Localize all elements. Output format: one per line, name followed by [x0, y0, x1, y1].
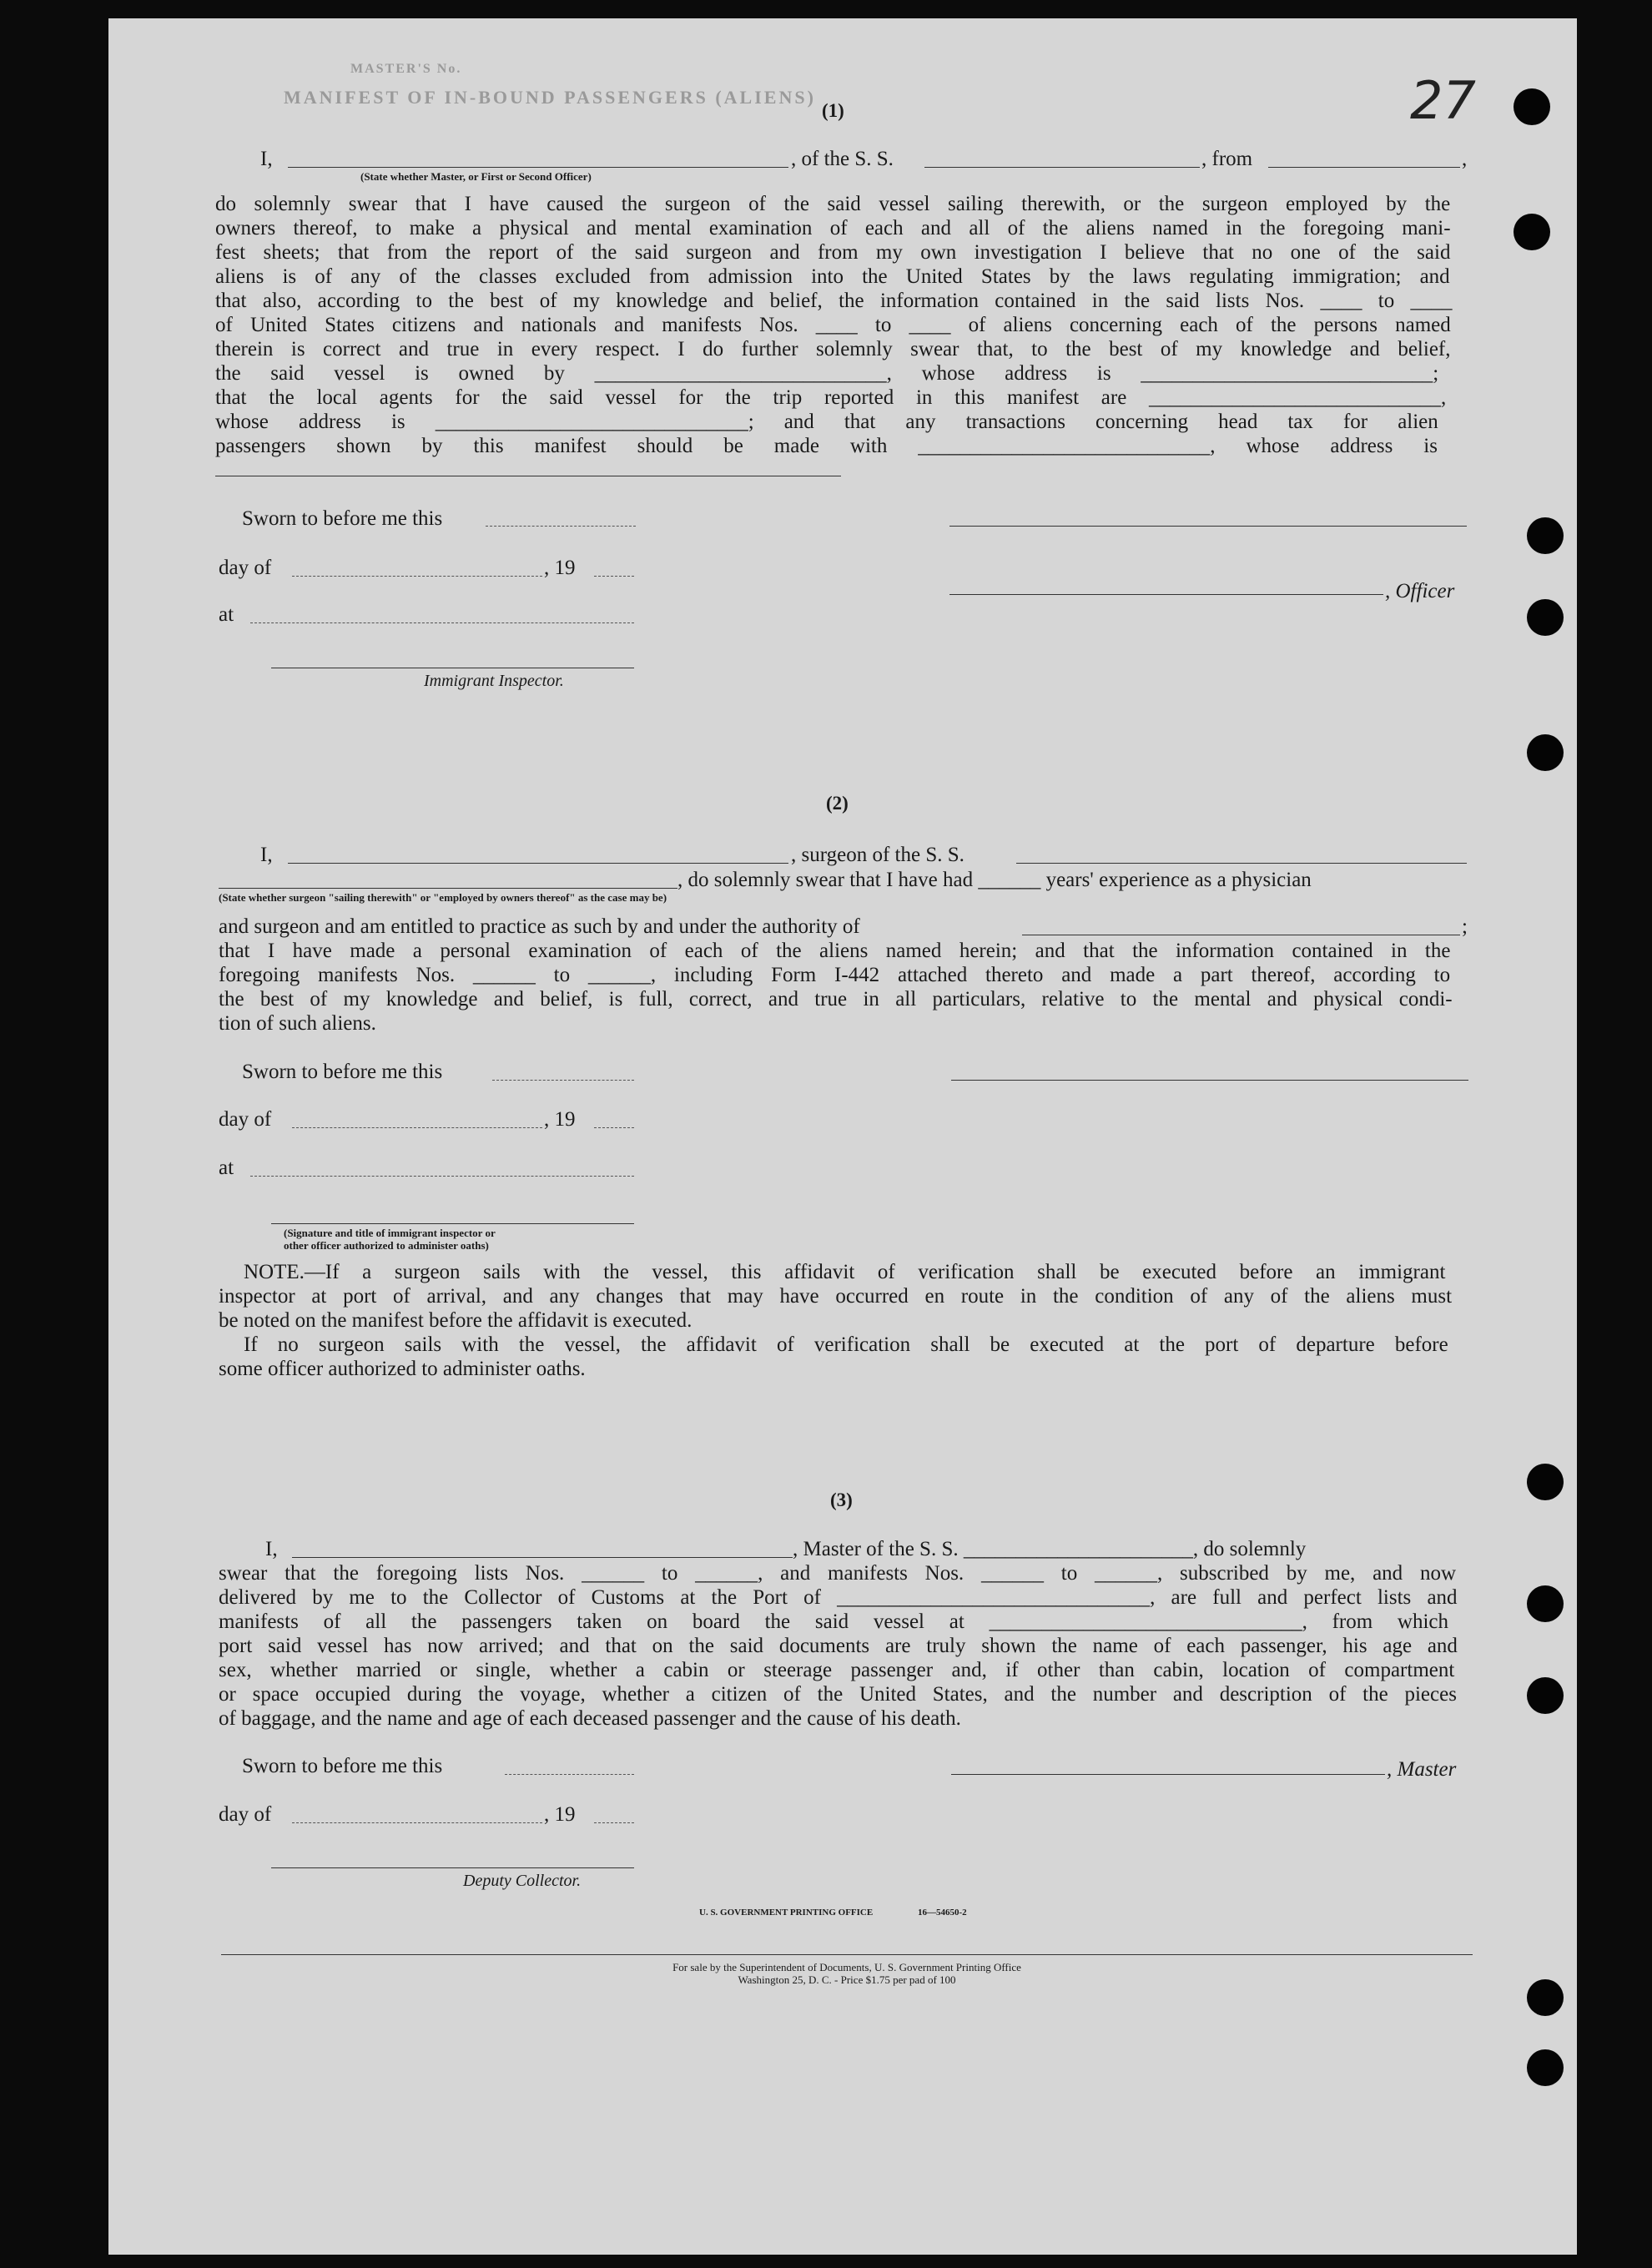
binder-hole	[1527, 2049, 1564, 2086]
s1-at-field[interactable]	[250, 622, 634, 623]
sale-line-1: For sale by the Superintendent of Documents, U. S. Government Printing Office	[672, 1961, 1021, 1973]
s2-para-line-1: and surgeon and am entitled to practice as such by and under the authority of	[219, 915, 860, 938]
s2-at-label: at	[219, 1157, 234, 1179]
sale-line-2: Washington 25, D. C. - Price $1.75 per pad of 100	[738, 1973, 956, 1986]
binder-hole	[1527, 517, 1564, 554]
s2-para-line-3: foregoing manifests Nos. ______ to ______, including Form I-442 attached thereto and made a part thereof, according to	[219, 964, 1451, 986]
s1-ss-label: , of the S. S.	[791, 148, 894, 170]
footer-rule	[221, 1954, 1473, 1955]
s1-from-field[interactable]	[1268, 167, 1460, 168]
s3-para-line-5: sex, whether married or single, whether a cabin or steerage passenger and, if other than cabin, location of compartment	[219, 1659, 1455, 1681]
s2-note-line-2: inspector at port of arrival, and any changes that may have occurred en route in the condition of any of the aliens must	[219, 1285, 1453, 1308]
s1-sworn-field[interactable]	[486, 526, 636, 527]
binder-hole	[1527, 1677, 1564, 1714]
s3-para-line-1: swear that the foregoing lists Nos. ______ to ______, and manifests Nos. ______ to ______, subscribed by me, and now	[219, 1562, 1457, 1585]
s1-name-field[interactable]	[288, 167, 788, 168]
s2-sig-note-1: (Signature and title of immigrant inspector or	[284, 1227, 496, 1239]
s2-line-2: , do solemnly swear that I have had ______ years' experience as a physician	[677, 869, 1312, 891]
s3-sworn-label: Sworn to before me this	[242, 1755, 443, 1777]
s2-surgeon-note: (State whether surgeon "sailing therewith" or "employed by owners thereof" as the case may be)	[219, 891, 667, 904]
s2-para-line-5: tion of such aliens.	[219, 1012, 376, 1035]
s2-surgeon-sign-line[interactable]	[951, 1080, 1468, 1081]
s2-inspector-sign-line[interactable]	[271, 1223, 634, 1224]
s1-officer-sign-line-1[interactable]	[949, 526, 1467, 527]
binder-hole	[1527, 1585, 1564, 1622]
binder-hole	[1527, 599, 1564, 636]
s1-year-label: , 19	[544, 557, 576, 579]
section-2-number: (2)	[826, 793, 849, 814]
s2-note-line-3: be noted on the manifest before the affidavit is executed.	[219, 1309, 693, 1332]
binder-hole	[1527, 734, 1564, 771]
s2-ss-label: , surgeon of the S. S.	[791, 844, 965, 866]
s2-note-line-5: some officer authorized to administer oaths.	[219, 1358, 586, 1380]
s1-para-line-9: that the local agents for the said vessel for the trip reported in this manifest are ____________________________,	[215, 386, 1447, 409]
s2-semicolon: ;	[1462, 915, 1468, 938]
s2-vessel-field[interactable]	[1016, 863, 1467, 864]
s1-para-line-4: aliens is of any of the classes excluded from admission into the United States by the laws regulating immigration; and	[215, 265, 1450, 288]
printing-office-label: U. S. GOVERNMENT PRINTING OFFICE	[699, 1908, 874, 1918]
s3-para-line-3: manifests of all the passengers taken on board the said vessel at ______________________________, from which	[219, 1610, 1449, 1633]
s2-year-label: , 19	[544, 1108, 576, 1131]
s1-comma: ,	[1462, 148, 1468, 170]
s1-master-note: (State whether Master, or First or Second Officer)	[360, 170, 592, 183]
s3-collector-label: Deputy Collector.	[463, 1872, 582, 1890]
s3-para-line-4: port said vessel has now arrived; and that on the said documents are truly shown the name of each passenger, his age and	[219, 1635, 1458, 1657]
s1-at-label: at	[219, 603, 234, 626]
s2-surgeon-type-field[interactable]	[219, 888, 677, 889]
binder-hole	[1513, 214, 1550, 250]
s3-name-field[interactable]	[292, 1557, 793, 1558]
s2-note-line-1: NOTE.—If a surgeon sails with the vessel, this affidavit of verification shall be executed before an immigrant	[244, 1261, 1446, 1283]
s3-para-line-6: or space occupied during the voyage, whether a citizen of the United States, and the number and description of the pieces	[219, 1683, 1457, 1706]
s1-officer-sign-line-2[interactable]	[949, 594, 1383, 595]
s2-note-line-4: If no surgeon sails with the vessel, the affidavit of verification shall be executed at the port of departure before	[244, 1333, 1448, 1356]
s3-line-1-rest: , Master of the S. S. ______________________, do solemnly	[793, 1538, 1307, 1560]
s3-master-sign-line[interactable]	[951, 1774, 1385, 1775]
s1-year-field[interactable]	[594, 576, 634, 577]
s1-para-line-8: the said vessel is owned by ____________________________, whose address is ____________________________;	[215, 362, 1439, 385]
s1-para-line-11: passengers shown by this manifest should be made with ____________________________, whose address is	[215, 435, 1438, 457]
s3-para-line-2: delivered by me to the Collector of Customs at the Port of ______________________________, are full and perfect lists and	[219, 1586, 1458, 1609]
s2-sworn-field[interactable]	[492, 1080, 634, 1081]
s2-sig-note-2: other officer authorized to administer oaths)	[284, 1239, 489, 1252]
s2-day-field[interactable]	[292, 1127, 542, 1128]
s3-master-label: , Master	[1387, 1758, 1457, 1781]
s3-day-of-label: day of	[219, 1803, 272, 1826]
s1-para-line-10: whose address is ______________________________; and that any transactions concerning head tax for alien	[215, 411, 1438, 433]
s2-para-line-4: the best of my knowledge and belief, is full, correct, and true in all particulars, relative to the mental and physical condi-	[219, 988, 1453, 1011]
s3-collector-sign-line[interactable]	[271, 1867, 634, 1868]
s1-from-label: , from	[1201, 148, 1253, 170]
s3-year-label: , 19	[544, 1803, 576, 1826]
s2-day-of-label: day of	[219, 1108, 272, 1131]
s1-vessel-field[interactable]	[924, 167, 1200, 168]
s3-sworn-field[interactable]	[505, 1774, 634, 1775]
section-1-number: (1)	[822, 100, 844, 121]
s1-officer-label: , Officer	[1385, 580, 1455, 602]
binder-hole	[1527, 1464, 1564, 1500]
s3-i-label: I,	[265, 1538, 278, 1560]
s1-inspector-label: Immigrant Inspector.	[424, 672, 564, 690]
s1-para-line-6: of United States citizens and nationals and manifests Nos. ____ to ____ of aliens concerning each of the persons named	[215, 314, 1451, 336]
s1-day-field[interactable]	[292, 576, 542, 577]
s3-day-field[interactable]	[292, 1822, 542, 1823]
binder-hole	[1513, 88, 1550, 125]
s1-para-line-7: therein is correct and true in every respect. I do further solemnly swear that, to the best of my knowledge and belief,	[215, 338, 1451, 360]
form-code: 16—54650-2	[918, 1908, 967, 1918]
s2-para-line-2: that I have made a personal examination of each of the aliens named herein; and that the information contained in the	[219, 940, 1451, 962]
s2-sworn-label: Sworn to before me this	[242, 1061, 443, 1083]
s1-para-line-5: that also, according to the best of my knowledge and belief, the information contained in the said lists Nos. ____ to ____	[215, 290, 1453, 312]
handwritten-page-number: 27	[1410, 70, 1476, 131]
section-3-number: (3)	[830, 1489, 853, 1510]
s2-at-field[interactable]	[250, 1176, 634, 1177]
ghost-header-line-2: MANIFEST OF IN-BOUND PASSENGERS (ALIENS)	[284, 87, 816, 108]
ghost-header-line-1: MASTER'S No.	[350, 62, 462, 76]
s1-para-line-3: fest sheets; that from the report of the said surgeon and from my own investigation I believe that no one of the said	[215, 241, 1451, 264]
s1-sworn-label: Sworn to before me this	[242, 507, 443, 530]
s1-para-line-2: owners thereof, to make a physical and mental examination of each and all of the aliens named in the foregoing mani-	[215, 217, 1451, 239]
s3-year-field[interactable]	[594, 1822, 634, 1823]
s2-year-field[interactable]	[594, 1127, 634, 1128]
s1-day-of-label: day of	[219, 557, 272, 579]
s2-name-field[interactable]	[288, 863, 788, 864]
s1-i-label: I,	[260, 148, 273, 170]
s1-para-line-1: do solemnly swear that I have caused the surgeon of the said vessel sailing therewith, or the surgeon employed by the	[215, 193, 1451, 215]
s2-i-label: I,	[260, 844, 273, 866]
binder-hole	[1527, 1979, 1564, 2016]
s3-para-line-7: of baggage, and the name and age of each deceased passenger and the cause of his death.	[219, 1707, 961, 1730]
